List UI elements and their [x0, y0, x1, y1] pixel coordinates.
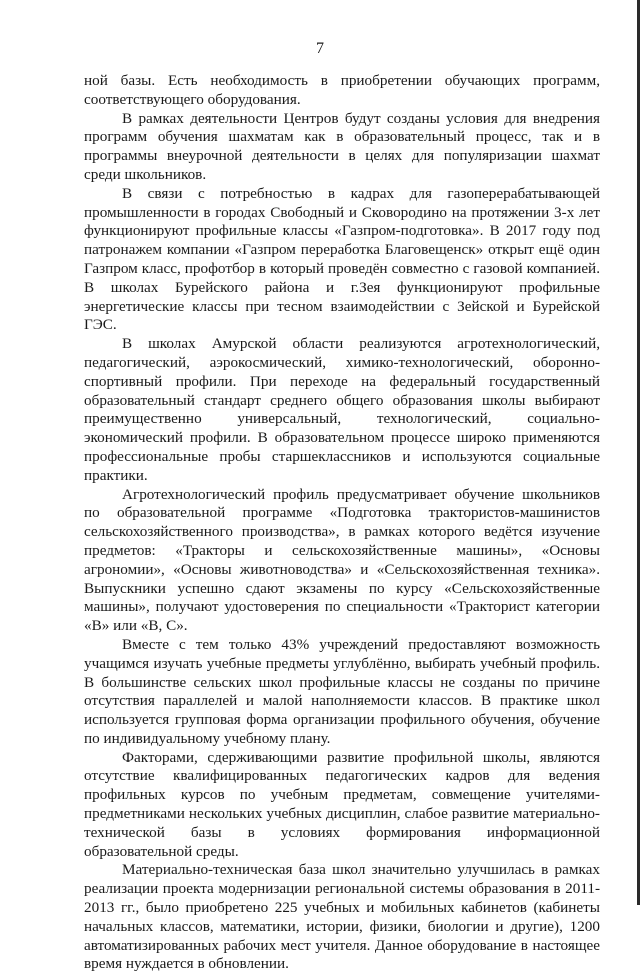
- paragraph-profile-availability: Вместе с тем только 43% учреждений предоставляют возможность учащимся изучать учебные предметы углублённо, выбирать учебный профиль. В большинстве сельских школ профильные классы не созданы по причине отсутствия параллелей и малой наполняемости классов. В практике школ используется групповая форма организации профильного обучения, обучение по индивидуальному учебному плану.: [84, 635, 600, 747]
- body-text: [84, 72, 600, 974]
- paragraph-gazprom-classes: В связи с потребностью в кадрах для газоперерабатывающей промышленности в городах Свободный и Сковородино на протяжении 3-х лет функционируют профильные классы «Газпром-подготовка». В 2017 году под патронажем компании «Газпром переработка Благовещенск» открыт ещё один Газпром класс, профотбор в который проведён совместно с газовой компанией. В школах Бурейского района и г.Зея функционируют профильные энергетические классы при тесном взаимодействии с Зейской и Бурейской ГЭС.: [84, 184, 600, 334]
- paragraph-constraining-factors: Факторами, сдерживающими развитие профильной школы, являются отсутствие квалифицированных педагогических кадров для ведения профильных курсов по учебным предметам, совмещение учителями-предметниками нескольких учебных дисциплин, слабое развитие материально-технической базы в условиях формирования информационной образовательной среды.: [84, 748, 600, 860]
- paragraph-agrotech-profile: Агротехнологический профиль предусматривает обучение школьников по образовательной программе «Подготовка трактористов-машинистов сельскохозяйственного производства», в рамках которого ведётся изучение предметов: «Тракторы и сельскохозяйственные машины», «Основы агрономии», «Основы животноводства» и «Сельскохозяйственная техника». Выпускники успешно сдают экзамены по курсу «Сельскохозяйственные машины», получают удостоверения по специальности «Тракторист категории «В» или «В, С».: [84, 485, 600, 635]
- paragraph-school-profiles: В школах Амурской области реализуются агротехнологический, педагогический, аэрокосмический, химико-технологический, оборонно-спортивный профили. При переходе на федеральный государственный образовательный стандарт среднего общего образования школы выбирают преимущественно универсальный, технологический, социально-экономический профили. В образовательном процессе широко применяются профессиональные пробы старшеклассников и используются социальные практики.: [84, 335, 600, 484]
- page-number: 7: [316, 40, 324, 57]
- paragraph-continuation: ной базы. Есть необходимость в приобретении обучающих программ, соответствующего оборудования.: [84, 72, 600, 108]
- paragraph-material-base: Материально-техническая база школ значительно улучшилась в рамках реализации проекта модернизации региональной системы образования в 2011-2013 гг., было приобретено 225 учебных и мобильных кабинетов (кабинеты начальных классов, математики, истории, физики, биологии и другие), 1200 автоматизированных рабочих мест учителя. Данное оборудование в настоящее время нуждается в обновлении.: [84, 861, 600, 973]
- paragraph-chess-programs: В рамках деятельности Центров будут созданы условия для внедрения программ обучения шахматам как в образовательный процесс, так и в программы внеурочной деятельности в целях для популяризации шахмат среди школьников.: [84, 109, 600, 183]
